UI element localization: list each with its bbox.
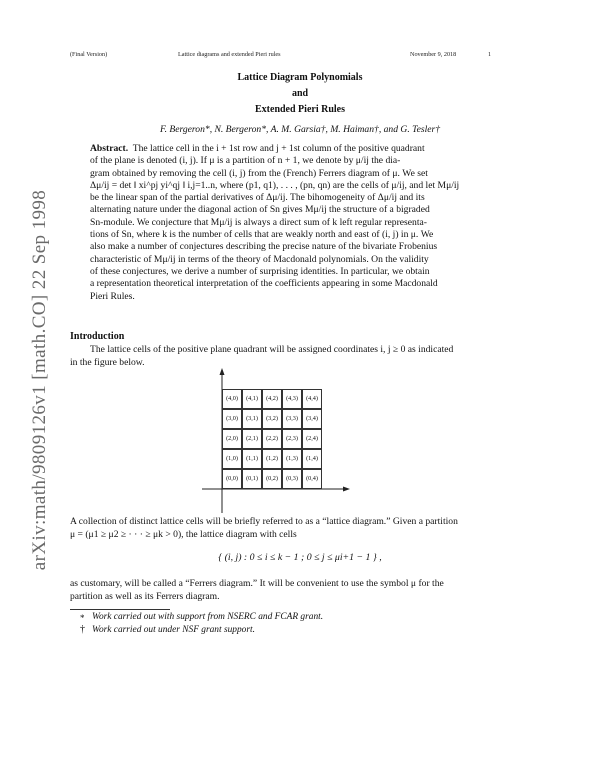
ferrers-equation: { (i, j) : 0 ≤ i ≤ k − 1 ; 0 ≤ j ≤ μi+1 − 1 } ,: [218, 552, 382, 563]
header-left: (Final Version): [70, 51, 108, 58]
lattice-cell: (0,4): [302, 469, 322, 489]
lattice-cell: (3,4): [302, 409, 322, 429]
abstract-line-0: Abstract. The lattice cell in the i + 1st row and j + 1st column of the positive quadrant: [90, 143, 425, 154]
paper-title-line3: Extended Pieri Rules: [255, 104, 345, 115]
lattice-cell: (1,2): [262, 449, 282, 469]
paper-title-line2: and: [291, 88, 309, 99]
header-center: Lattice diagrams and extended Pieri rules: [178, 51, 281, 58]
intro-line-1: The lattice cells of the positive plane quadrant will be assigned coordinates i, j ≥ 0 as indicated: [90, 344, 454, 355]
abstract-line-8: also make a number of conjectures describing the precise nature of the bivariate Frobenius: [90, 241, 438, 253]
abstract-line-12: Pieri Rules.: [90, 290, 135, 302]
authors: F. Bergeron*, N. Bergeron*, A. M. Garsia†, M. Haiman†, and G. Tesler†: [159, 124, 441, 135]
arxiv-sidebar: [29, 189, 50, 571]
lattice-figure: [200, 368, 350, 513]
lattice-cell: (3,3): [282, 409, 302, 429]
lattice-cell: (4,4): [302, 389, 322, 409]
lattice-cell: (4,2): [262, 389, 282, 409]
lattice-cell: (4,0): [222, 389, 242, 409]
lattice-cell: (2,1): [242, 429, 262, 449]
footnote-dagger-text: Work carried out under NSF grant support.: [92, 625, 255, 635]
lattice-cell: (1,1): [242, 449, 262, 469]
lattice-cell: (1,4): [302, 449, 322, 469]
lattice-cell: (3,1): [242, 409, 262, 429]
lattice-cell: (4,1): [242, 389, 262, 409]
paper-title-line1: Lattice Diagram Polynomials: [237, 72, 363, 83]
abstract-label: Abstract.: [90, 143, 129, 154]
text-line-3: as customary, will be called a “Ferrers diagram.” It will be convenient to use the symbol μ for the: [70, 578, 444, 589]
header-page: 1: [488, 51, 492, 58]
footnote-dagger-mark: †: [80, 624, 85, 635]
arxiv-id: arXiv:math/9809126v1 [math.CO] 22 Sep 1998: [29, 189, 50, 571]
abstract: [90, 143, 510, 303]
lattice-cell: (0,1): [242, 469, 262, 489]
lattice-cell: (0,0): [222, 469, 242, 489]
lattice-cell: (0,3): [282, 469, 302, 489]
abstract-line-11: a representation theoretical interpretation of the coefficients appearing in some Macdonald: [90, 278, 438, 290]
abstract-line-7: tions of Sn, where k is the number of cells that are weakly north and east of (i, j) in μ. We: [90, 229, 434, 241]
abstract-line-10: of these conjectures, we derive a number of surprising identities. In particular, we obtain: [90, 265, 430, 277]
lattice-cell: (2,3): [282, 429, 302, 449]
lattice-cell: (1,3): [282, 449, 302, 469]
footnote-star-mark: *: [80, 613, 85, 623]
intro-line-2: in the figure below.: [70, 357, 145, 368]
text-line-1: A collection of distinct lattice cells will be briefly referred to as a “lattice diagram.” Given a partition: [70, 516, 458, 527]
abstract-line-3: Δμ/ij = det ‖ xi^pj yi^qj ‖ i,j=1..n, where (p1, q1), . . . , (pn, qn) are the cells of μ/ij, and let Mμ/ij: [90, 179, 460, 191]
abstract-line-4: be the linear span of the partial derivatives of Δμ/ij. The bihomogeneity of Δμ/ij and its: [90, 192, 425, 204]
section-heading: Introduction: [70, 331, 125, 342]
lattice-cell: (2,4): [302, 429, 322, 449]
abstract-line-9: characteristic of Mμ/ij in terms of the theory of Macdonald polynomials. On the validity: [90, 253, 429, 265]
text-line-4: partition as well as its Ferrers diagram.: [70, 591, 220, 602]
cell-grid: [222, 389, 322, 489]
lattice-cell: (3,0): [222, 409, 242, 429]
abstract-line-2: gram obtained by removing the cell (i, j) from the (French) Ferrers diagram of μ. We set: [90, 167, 428, 179]
lattice-cell: (2,2): [262, 429, 282, 449]
lattice-cell: (0,2): [262, 469, 282, 489]
abstract-line-5: alternating nature under the diagonal action of Sn gives Mμ/ij the structure of a bigraded: [90, 204, 430, 216]
lattice-cell: (3,2): [262, 409, 282, 429]
header-date: November 9, 2018: [410, 51, 457, 58]
abstract-line-6: Sn-module. We conjecture that Mμ/ij is always a direct sum of k left regular representa-: [90, 216, 427, 228]
footnote-rule: [70, 609, 170, 610]
lattice-cell: (4,3): [282, 389, 302, 409]
footnote-star-text: Work carried out with support from NSERC and FCAR grant.: [92, 612, 324, 622]
text-line-2: μ = (μ1 ≥ μ2 ≥ · · · ≥ μk > 0), the lattice diagram with cells: [70, 529, 297, 540]
lattice-cell: (1,0): [222, 449, 242, 469]
abstract-line-1: of the plane is denoted (i, j). If μ is a partition of n + 1, we denote by μ/ij the dia-: [90, 155, 401, 167]
lattice-cell: (2,0): [222, 429, 242, 449]
